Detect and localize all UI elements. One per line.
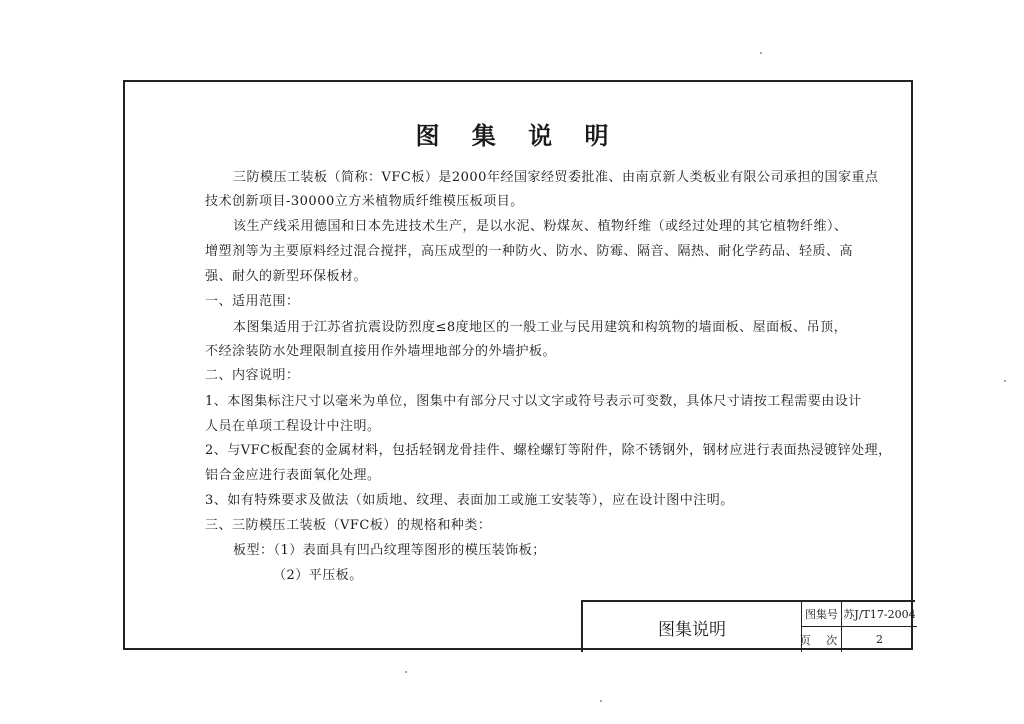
paragraph-line: 不经涂装防水处理限制直接用作外墙埋地部分的外墙护板。	[205, 344, 557, 359]
paragraph-line: 板型：（1）表面具有凹凸纹理等图形的模压装饰板；	[233, 543, 546, 558]
section-heading: 三、三防模压工装板（VFC板）的规格和种类：	[205, 518, 492, 533]
paragraph-line: 人员在单项工程设计中注明。	[205, 419, 381, 434]
scan-speck	[405, 671, 407, 673]
scan-speck	[1004, 380, 1006, 382]
paragraph-line: 铝合金应进行表面氧化处理。	[205, 468, 381, 483]
drawing-frame	[123, 80, 916, 650]
paragraph-line: 强、耐久的新型环保板材。	[205, 269, 368, 284]
section-heading: 一、适用范围：	[205, 294, 300, 309]
paragraph-line: 技术创新项目-30000立方米植物质纤维模压板项目。	[205, 194, 524, 209]
atlas-number-label: 图集号	[802, 602, 842, 627]
paragraph-line: 该生产线采用德国和日本先进技术生产，是以水泥、粉煤灰、植物纤维（或经过处理的其它植物纤维）、	[233, 219, 848, 234]
title-block	[581, 600, 915, 652]
paragraph-line: 1、本图集标注尺寸以毫米为单位，图集中有部分尺寸以文字或符号表示可变数，具体尺寸请按工程需要由设计	[205, 394, 862, 409]
title-block-name: 图集说明	[583, 602, 802, 652]
scan-speck	[600, 700, 602, 702]
atlas-number: 苏J/T17-2004	[842, 602, 917, 627]
page-title: 图 集 说 明	[415, 121, 621, 150]
paragraph-line: 3、如有特殊要求及做法（如质地、纹理、表面加工或施工安装等），应在设计图中注明。	[205, 493, 734, 508]
paragraph-line: 增塑剂等为主要原料经过混合搅拌，高压成型的一种防火、防水、防霉、隔音、隔热、耐化学药品、轻质、高	[205, 244, 854, 259]
page-number: 2	[876, 633, 883, 646]
paragraph-line: 本图集适用于江苏省抗震设防烈度≤8度地区的一般工业与民用建筑和构筑物的墙面板、屋面板、吊顶，	[233, 320, 848, 335]
scan-speck	[760, 52, 762, 54]
paragraph-line: 三防模压工装板（简称：VFC板）是2000年经国家经贸委批准、由南京新人类板业有限公司承担的国家重点	[233, 170, 879, 185]
page-number-label: 页 次	[802, 627, 842, 652]
paragraph-line: 2、与VFC板配套的金属材料，包括轻钢龙骨挂件、螺栓螺钉等附件，除不锈钢外，钢材应进行表面热浸镀锌处理，	[205, 443, 892, 458]
paragraph-line: （2）平压板。	[273, 568, 363, 583]
section-heading: 二、内容说明：	[205, 368, 300, 383]
